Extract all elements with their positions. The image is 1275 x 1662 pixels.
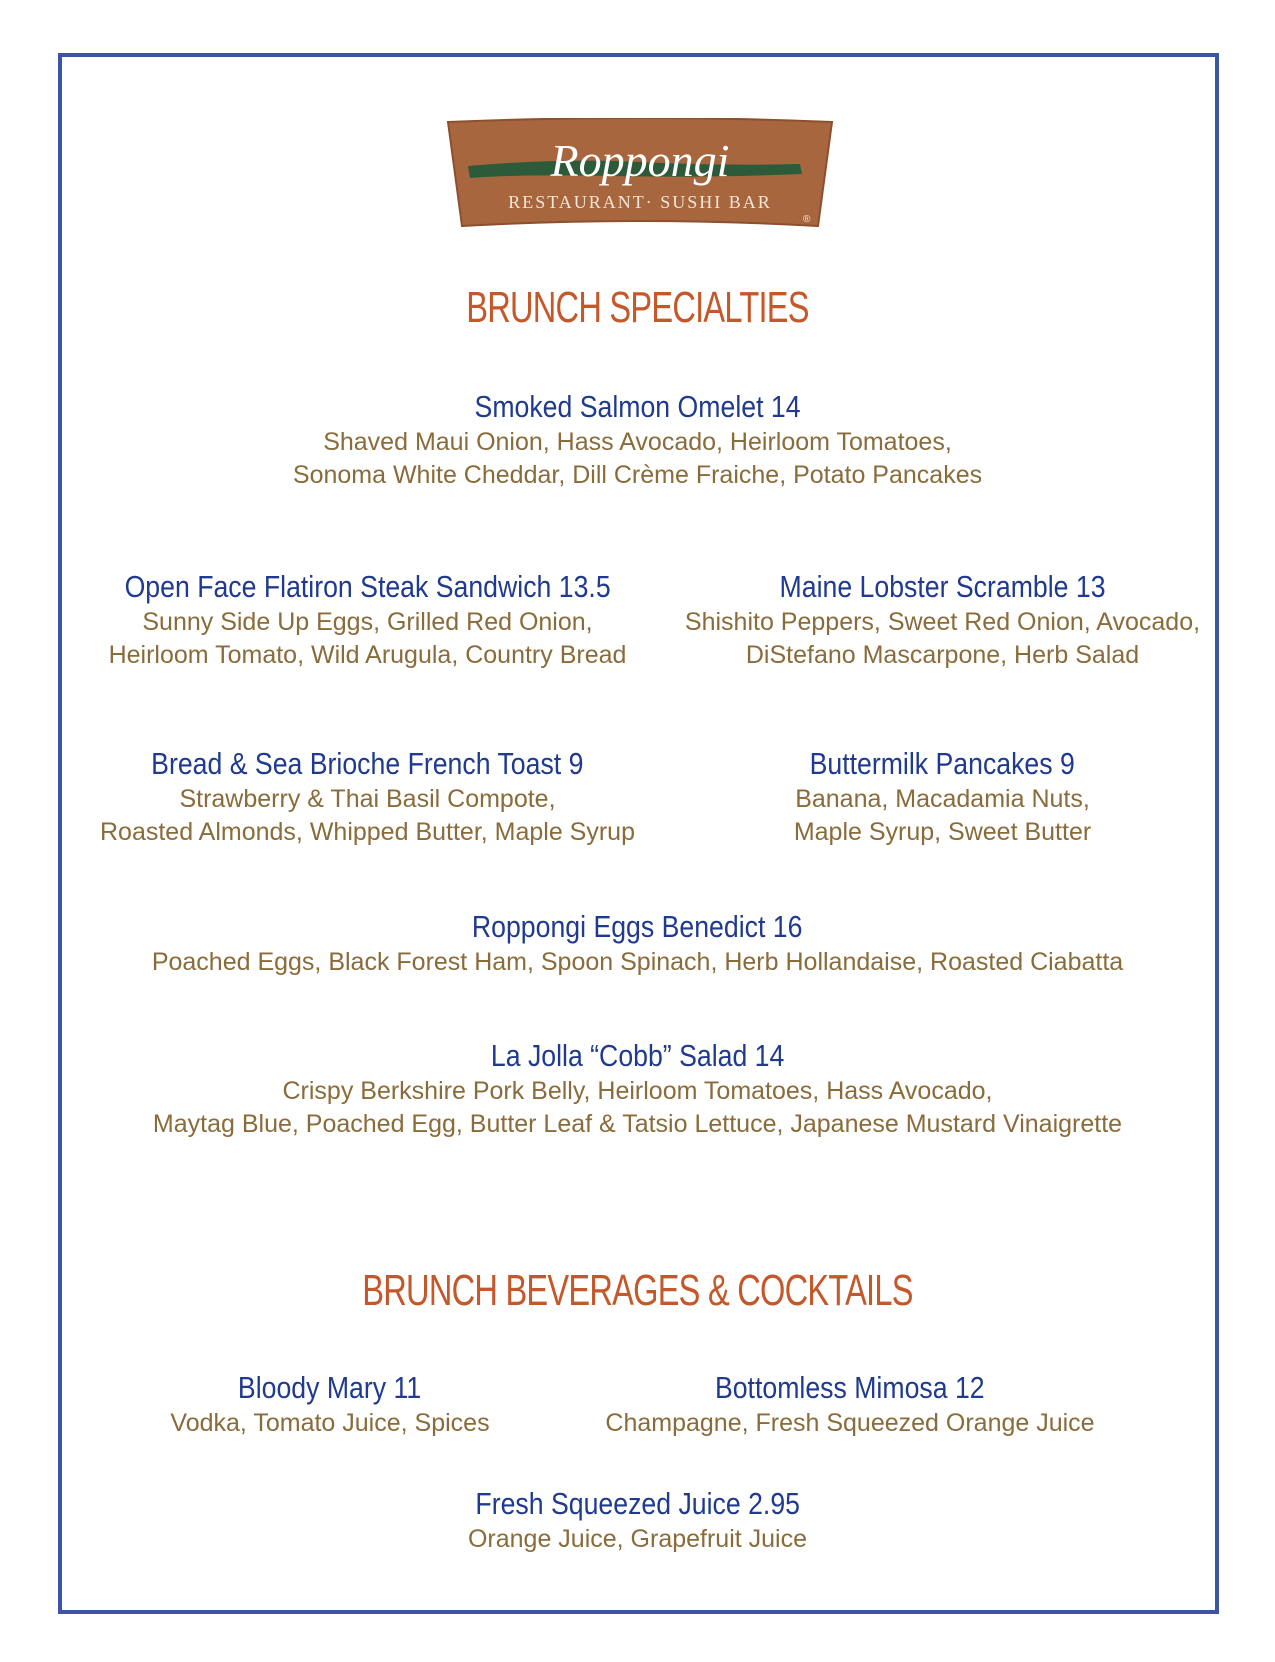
item-description: Heirloom Tomato, Wild Arugula, Country Bread: [108, 641, 627, 669]
item-name: La Jolla “Cobb” Salad 14: [490, 1038, 785, 1073]
item-description: Shishito Peppers, Sweet Red Onion, Avocado,: [684, 608, 1201, 636]
menu-item: [0, 1485, 1275, 1556]
logo-tagline: RESTAURANT· SUSHI BAR: [508, 192, 772, 212]
item-description: Banana, Macadamia Nuts,: [795, 785, 1090, 813]
item-description: Orange Juice, Grapefruit Juice: [467, 1525, 808, 1553]
item-name: Bloody Mary 11: [238, 1370, 422, 1405]
logo-wordmark: Roppongi: [550, 135, 730, 186]
menu-item: [80, 568, 655, 672]
logo-registered-mark: ®: [803, 214, 811, 225]
item-description: Crispy Berkshire Pork Belly, Heirloom Tomatoes, Hass Avocado,: [282, 1077, 993, 1105]
item-description: Champagne, Fresh Squeezed Orange Juice: [605, 1409, 1095, 1437]
brunch-specialties-heading: BRUNCH SPECIALTIES: [466, 283, 809, 332]
item-description: Sonoma White Cheddar, Dill Crème Fraiche, Potato Pancakes: [292, 461, 983, 489]
item-description: Shaved Maui Onion, Hass Avocado, Heirloom Tomatoes,: [323, 428, 952, 456]
restaurant-logo: [440, 118, 840, 230]
menu-item: [650, 568, 1235, 672]
menu-item: [0, 388, 1275, 492]
item-name: Fresh Squeezed Juice 2.95: [475, 1486, 800, 1521]
item-name: Bread & Sea Brioche French Toast 9: [151, 746, 584, 781]
menu-item: [570, 1369, 1130, 1440]
menu-item: [100, 1369, 560, 1440]
menu-item: [650, 745, 1235, 849]
item-name: Open Face Flatiron Steak Sandwich 13.5: [124, 569, 611, 604]
menu-item: [80, 745, 655, 849]
item-description: DiStefano Mascarpone, Herb Salad: [745, 641, 1140, 669]
item-name: Bottomless Mimosa 12: [715, 1370, 985, 1405]
item-name: Smoked Salmon Omelet 14: [474, 389, 801, 424]
item-description: Maytag Blue, Poached Egg, Butter Leaf & Tatsio Lettuce, Japanese Mustard Vinaigrette: [152, 1110, 1123, 1138]
item-description: Strawberry & Thai Basil Compote,: [179, 785, 556, 813]
item-name: Roppongi Eggs Benedict 16: [472, 909, 803, 944]
item-description: Sunny Side Up Eggs, Grilled Red Onion,: [142, 608, 593, 636]
item-description: Poached Eggs, Black Forest Ham, Spoon Spinach, Herb Hollandaise, Roasted Ciabatta: [151, 948, 1124, 976]
brunch-beverages-heading: BRUNCH BEVERAGES & COCKTAILS: [362, 1266, 913, 1315]
item-description: Vodka, Tomato Juice, Spices: [170, 1409, 490, 1437]
item-description: Roasted Almonds, Whipped Butter, Maple Syrup: [99, 818, 635, 846]
menu-item: [0, 908, 1275, 979]
item-name: Maine Lobster Scramble 13: [779, 569, 1106, 604]
item-name: Buttermilk Pancakes 9: [809, 746, 1076, 781]
menu-item: [0, 1037, 1275, 1141]
item-description: Maple Syrup, Sweet Butter: [793, 818, 1092, 846]
